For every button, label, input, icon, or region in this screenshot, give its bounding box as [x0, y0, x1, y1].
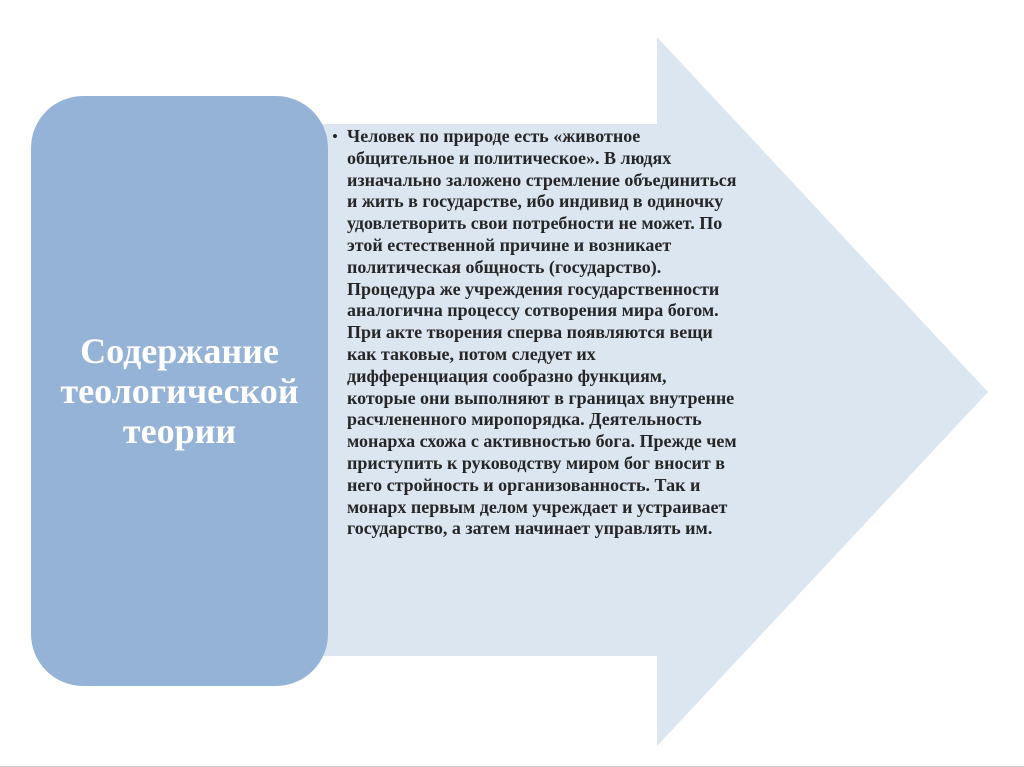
content-area [328, 126, 738, 540]
title-text: Содержание теологической теории [60, 331, 299, 451]
bullet-glyph: • [332, 127, 338, 146]
body-paragraph: Человек по природе есть «животное общительное и политическое». В людях изначально заложено стремление объединиться и жить в государстве, ибо индивид в одиночку удовлетворить свои потребности не может. По этой естественной причине и возникает политическая общность (государство). Процедура же учреждения государственности аналогична процессу сотворения мира богом. При акте творения сперва появляются вещи как таковые, потом следует их дифференциация сообразно функциям, которые они выполняют в границах внутренне расчлененного миропорядка. Деятельность монарха схожа с активностью бога. Прежде чем приступить к руководству миром бог вносит в него стройность и организованность. Так и монарх первым делом учреждает и устраивает государство, а затем начинает управлять им. [347, 126, 737, 539]
title-box [31, 96, 328, 686]
